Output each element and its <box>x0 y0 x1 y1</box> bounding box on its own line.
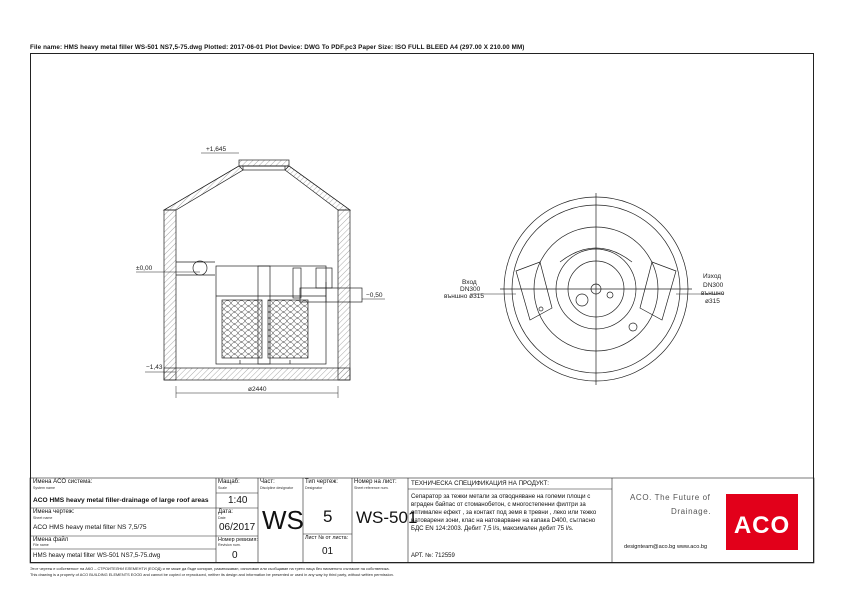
slogan-line-2: Drainage. <box>671 507 712 516</box>
contact-info: designteam@aco.bg www.aco.bg <box>624 544 708 550</box>
level-bottom: −1,43 <box>146 364 163 371</box>
revision-label: Номер ревизия: <box>218 537 258 543</box>
scale-label: Мащаб: <box>218 479 240 485</box>
outlet-label: Изход <box>703 273 722 280</box>
sheet-label: Имена чертеж: <box>33 509 75 515</box>
diameter-dimension: ø2440 <box>248 386 267 393</box>
part-value: WS <box>262 505 304 535</box>
level-outlet: −0,50 <box>366 292 383 299</box>
sheet-no-label: Лист № от листа: <box>305 535 349 541</box>
outlet-dn: DN300 <box>703 282 724 289</box>
sheet-no-value: 01 <box>322 546 334 557</box>
drawing-type-label-en: Designator <box>305 486 323 490</box>
spec-title: ТЕХНИЧЕСКА СПЕЦИФИКАЦИЯ НА ПРОДУКТ: <box>411 480 550 487</box>
inlet-dn: DN300 <box>460 286 481 293</box>
plan-view <box>470 193 724 385</box>
level-inlet: ±0,00 <box>136 265 153 272</box>
spec-text: Сепаратор за тежки метали за отводняване на големи площи с вграден байпас от стоманобетон, с многостепенни филтри за оптимален ефект , за контакт под земя в тревни , леко или тежко натоварени зони, клас на натоварване на капака D400, съгласно БДС EN 124:2003. Дебит 7,5 l/s, максимален дебит 75 l/s. <box>411 493 597 533</box>
sheet-label-en: Sheet name <box>33 516 53 520</box>
outlet-diameter: ø315 <box>705 298 720 305</box>
scale-value: 1:40 <box>228 495 248 506</box>
revision-label-en: Revision num. <box>218 543 241 547</box>
sheet-num-value: WS-501 <box>356 508 418 527</box>
date-label-en: Date <box>218 516 226 520</box>
sheet-value: ACO HMS heavy metal filter NS 7,5/75 <box>33 524 147 531</box>
section-view <box>136 153 385 398</box>
drawing-type-label: Тип чертеж: <box>305 479 338 485</box>
outlet-outer: външно <box>701 290 725 297</box>
system-value: ACO HMS heavy metal filler-drainage of large roof areas <box>33 497 209 504</box>
footer-copyright-bg: Этот чертеж е собственост на АКО – СТРОИТЕЛНИ ЕЛЕМЕНТИ (ЕООД) и не може да бъде копиран, размножаван, използван или съобщаван на трети лица без писменото съгласие на собственика. <box>30 566 390 571</box>
article-number: АРТ. №: 712559 <box>411 553 455 559</box>
revision-value: 0 <box>232 550 238 561</box>
part-label: Част: <box>260 479 275 485</box>
inlet-label: Вход <box>462 279 477 286</box>
file-value: HMS heavy metal filter WS-501 NS7,5-75.dwg <box>33 552 161 559</box>
plot-header: File name: HMS heavy metal filler WS-501 NS7,5-75.dwg Plotted: 2017-06-01 Plot Device: DWG To PDF.pc3 Paper Size: ISO FULL BLEED A4 (297.00 X 210.00 MM) <box>30 44 525 51</box>
drawing-type-value: 5 <box>323 507 333 526</box>
part-label-en: Discipline designator <box>260 486 294 490</box>
file-label: Имена файл <box>33 537 69 543</box>
system-label: Имена ACO система: <box>33 479 93 485</box>
date-value: 06/2017 <box>219 522 256 533</box>
file-label-en: File name <box>33 543 49 547</box>
system-label-en: System name <box>33 486 55 490</box>
aco-logo <box>726 494 798 550</box>
level-top: +1,645 <box>206 146 227 153</box>
inlet-outer: външно ø315 <box>444 293 484 300</box>
scale-label-en: Scale <box>218 486 227 490</box>
slogan-line-1: ACO. The Future of <box>630 493 711 502</box>
date-label: Дата: <box>218 509 233 515</box>
sheet-num-label-en: Sheet reference num. <box>354 486 389 490</box>
footer-copyright-en: This drawing is a property of ACO BUILDING ELEMENTS EOOD and cannot be copied or reproduced, neither its design and information be presented or used in any way by third party, without written permission. <box>30 572 394 577</box>
sheet-num-label: Номер на лист: <box>354 479 397 485</box>
aco-logo-text: ACO <box>733 512 791 539</box>
